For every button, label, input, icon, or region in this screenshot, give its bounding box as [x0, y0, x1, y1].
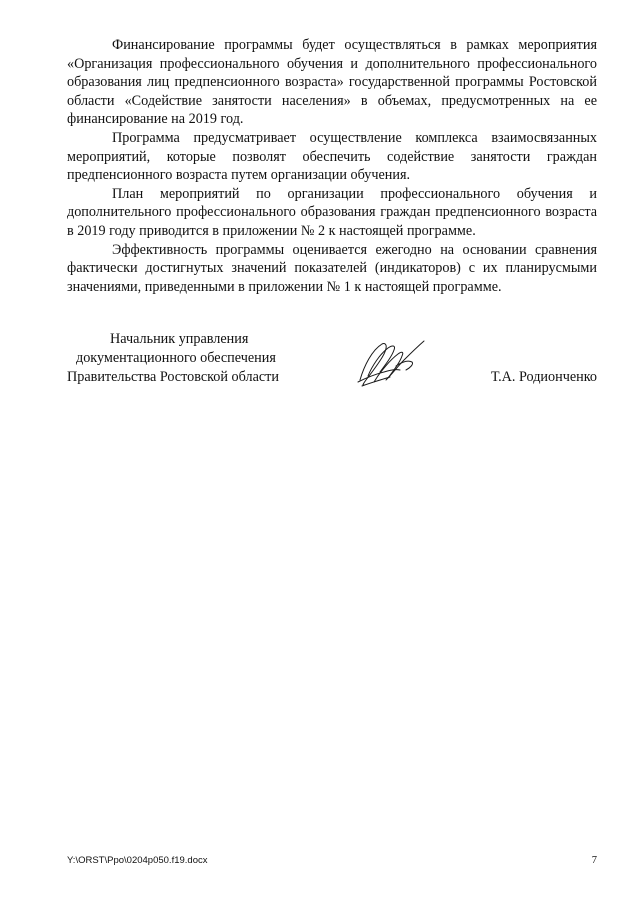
handwritten-signature — [350, 336, 430, 390]
footer-file-path: Y:\ORST\Ppo\0204p050.f19.docx — [67, 855, 208, 866]
paragraph-action-plan: План мероприятий по организации профессионального обучения и дополнительного профессионального образования граждан предпенсионного возраста в 2019 году приводится в приложении № 2 к настоящей программе. — [67, 185, 597, 239]
signer-position-line-2: документационного обеспечения — [76, 350, 276, 366]
signer-position-line-3: Правительства Ростовской области — [67, 369, 279, 385]
document-body — [67, 36, 597, 296]
page-number: 7 — [591, 855, 597, 866]
page-footer — [67, 855, 597, 869]
signer-name: Т.А. Родионченко — [490, 369, 597, 385]
paragraph-financing: Финансирование программы будет осуществляться в рамках мероприятия «Организация профессионального обучения и дополнительного профессионального образования лиц предпенсионного возраста» государственной программы Ростовской области «Содействие занятости населения» в объемах, предусмотренных на ее финансирование на 2019 год. — [67, 37, 597, 128]
signer-position-line-1: Начальник управления — [110, 331, 249, 347]
signature-block — [67, 330, 597, 390]
paragraph-effectiveness: Эффективность программы оценивается ежегодно на основании сравнения фактически достигнутых значений показателей (индикаторов) с их планирусмыми значениями, приведенными в приложении № 1 к настоящей программе. — [67, 241, 597, 295]
paragraph-program-measures: Программа предусматривает осуществление комплекса взаимосвязанных мероприятий, которые позволят обеспечить содействие занятости граждан предпенсионного возраста путем организации обучения. — [67, 129, 597, 184]
